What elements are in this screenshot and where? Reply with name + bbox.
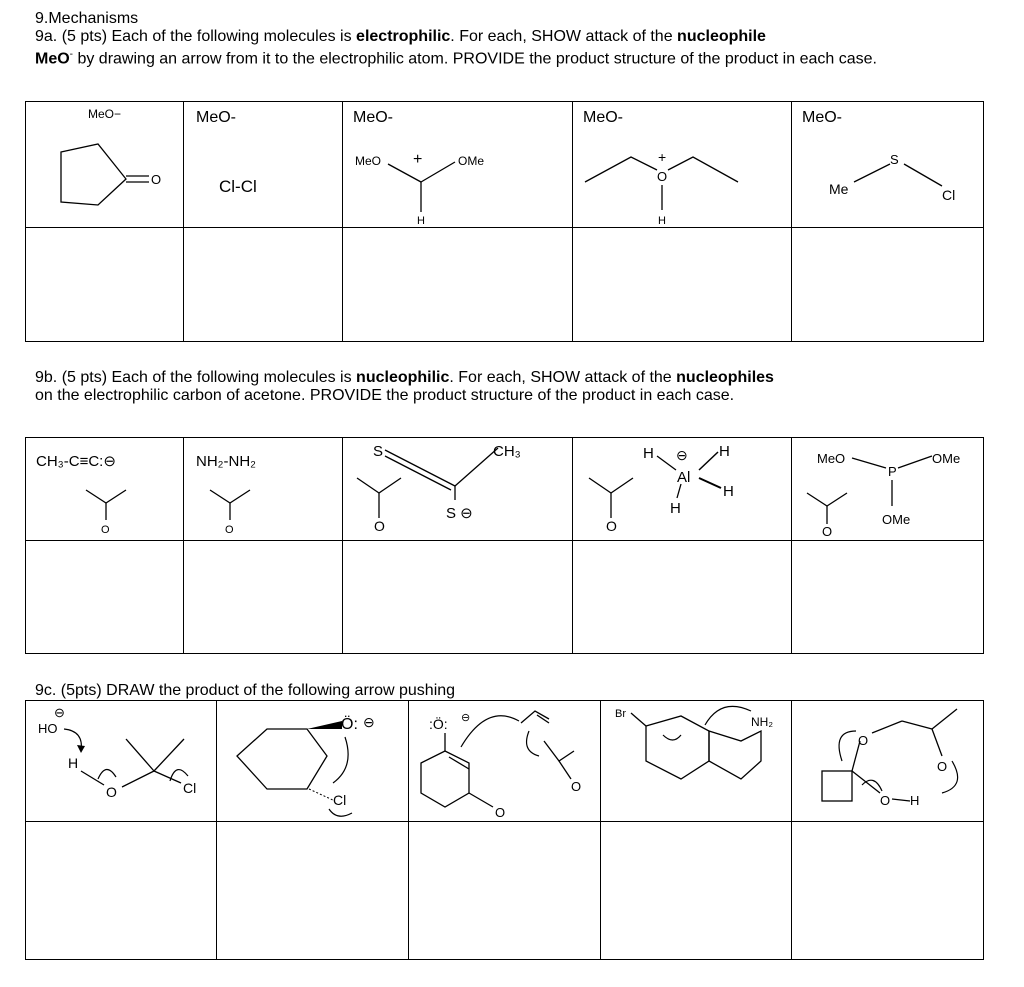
h-label: H	[723, 483, 734, 500]
cl-label: Cl	[183, 780, 197, 796]
cell-b1	[26, 438, 184, 541]
part-c-instructions: 9c. (5pts) DRAW the product of the following arrow pushing	[35, 682, 456, 699]
acetone-oxygen: O	[225, 524, 234, 536]
minus-charge: ⊖	[363, 714, 375, 730]
nucleophile-label: MeO-	[583, 109, 623, 126]
cl-label: Cl	[942, 187, 956, 203]
acetylide-label: CH₃-C≡C:⊖	[36, 453, 116, 470]
answer-b2[interactable]	[184, 541, 343, 654]
acetone-oxygen: O	[101, 524, 110, 536]
ome-label: OMe	[882, 512, 911, 527]
ch3-label: CH₃	[493, 443, 521, 460]
enolate-michael-structure	[409, 701, 601, 822]
answer-a3[interactable]	[343, 228, 573, 342]
cell-b4	[573, 438, 792, 541]
plus-charge: +	[658, 149, 667, 165]
part-a-instructions: 9a. (5 pts) Each of the following molecules is electrophilic. For each, SHOW attack of the nucleophile MeO- by drawing an arrow from it to the electrophilic atom. PROVIDE the product structure of the product in each case.	[35, 28, 877, 68]
cell-a2	[184, 102, 343, 228]
oxocarbenium-structure	[343, 102, 573, 228]
cl-label: Cl	[333, 792, 347, 808]
cell-a4	[573, 102, 792, 228]
cell-c5	[792, 701, 984, 822]
answer-c5[interactable]	[792, 822, 984, 960]
cell-c2	[217, 701, 409, 822]
oxygen-label: O	[657, 169, 668, 184]
answer-c3[interactable]	[409, 822, 601, 960]
ho-label: HO	[38, 721, 58, 736]
hydrazine-structure	[184, 438, 343, 541]
table-part-c	[25, 700, 984, 960]
h-label: H	[658, 215, 666, 227]
alh4-structure	[573, 438, 792, 541]
cyclopentanone-structure	[26, 102, 184, 228]
hydrazine-label: NH₂-NH₂	[196, 453, 256, 470]
answer-a2[interactable]	[184, 228, 343, 342]
phosphorus-label: P	[888, 464, 897, 479]
minus-charge: ⊖	[461, 712, 471, 724]
answer-a5[interactable]	[792, 228, 984, 342]
oxygen-anion: Ö:	[341, 716, 358, 733]
oxygen-label: O	[495, 805, 506, 820]
nucleophile-label: MeO-	[802, 109, 842, 126]
table-part-a	[25, 101, 984, 342]
part-b-instructions: 9b. (5 pts) Each of the following molecules is nucleophilic. For each, SHOW attack of the nucleophiles on the electrophilic carbon of acetone. PROVIDE the product structure of the product in each case.	[35, 369, 774, 404]
sulfenyl-chloride-structure	[792, 102, 984, 228]
cl2-structure	[184, 102, 343, 228]
minus-charge: ⊖	[54, 705, 65, 720]
nucleophile-label: MeO-	[196, 109, 236, 126]
answer-c2[interactable]	[217, 822, 409, 960]
cell-b5	[792, 438, 984, 541]
answer-b4[interactable]	[573, 541, 792, 654]
oxygen-label: O	[151, 172, 162, 187]
cell-a3	[343, 102, 573, 228]
meo-label: MeO	[355, 154, 382, 168]
oxygen-anion: :Ö:	[429, 716, 448, 732]
cyclobutyl-ester-structure	[792, 701, 984, 822]
h-label: H	[719, 443, 730, 460]
answer-c4[interactable]	[601, 822, 792, 960]
acetylide-structure	[26, 438, 184, 541]
oxygen-label: O	[880, 793, 891, 808]
bromine-label: Br	[615, 708, 626, 720]
sulfur-label: S	[890, 152, 899, 167]
oxygen-label: O	[937, 759, 948, 774]
h-label: H	[910, 793, 920, 808]
h-label: H	[643, 445, 654, 462]
chlorohydrin-structure	[26, 701, 217, 822]
aluminum-label: Al	[677, 469, 691, 486]
bicyclic-allyl-bromide-structure	[601, 701, 792, 822]
acetone-oxygen: O	[374, 518, 385, 534]
oxonium-structure	[573, 102, 792, 228]
answer-c1[interactable]	[26, 822, 217, 960]
oxygen-label: O	[858, 733, 869, 748]
section-title: 9.Mechanisms	[35, 10, 139, 27]
h-label: H	[417, 215, 425, 227]
dithiocarboxylate-structure	[343, 438, 573, 541]
phosphite-structure	[792, 438, 984, 541]
cell-c4	[601, 701, 792, 822]
oxygen-label: O	[106, 784, 117, 800]
cell-b2	[184, 438, 343, 541]
chlorocyclohexanolate-structure	[217, 701, 409, 822]
answer-b5[interactable]	[792, 541, 984, 654]
acetone-oxygen: O	[606, 518, 617, 534]
cell-a1	[26, 102, 184, 228]
chlorine-label: Cl-Cl	[219, 177, 257, 196]
sulfur-top: S	[373, 443, 384, 460]
ome-label: OMe	[932, 451, 961, 466]
cell-b3	[343, 438, 573, 541]
answer-a4[interactable]	[573, 228, 792, 342]
nucleophile-label: MeO−	[88, 107, 122, 121]
nucleophile-label: MeO-	[353, 109, 393, 126]
meo-label: MeO	[817, 451, 846, 466]
answer-b1[interactable]	[26, 541, 184, 654]
answer-a1[interactable]	[26, 228, 184, 342]
table-part-b	[25, 437, 984, 654]
h-label: H	[68, 755, 79, 771]
cell-c1	[26, 701, 217, 822]
cell-a5	[792, 102, 984, 228]
cell-c3	[409, 701, 601, 822]
h-label: H	[670, 500, 681, 517]
amine-label: NH₂	[751, 715, 773, 729]
ome-label: OMe	[458, 154, 485, 168]
oxygen-label: O	[571, 779, 582, 794]
minus-charge: ⊖	[676, 447, 688, 463]
answer-b3[interactable]	[343, 541, 573, 654]
me-label: Me	[829, 181, 849, 197]
acetone-oxygen: O	[822, 524, 833, 539]
plus-charge: +	[413, 151, 423, 168]
sulfur-anion: S ⊖	[446, 505, 473, 522]
